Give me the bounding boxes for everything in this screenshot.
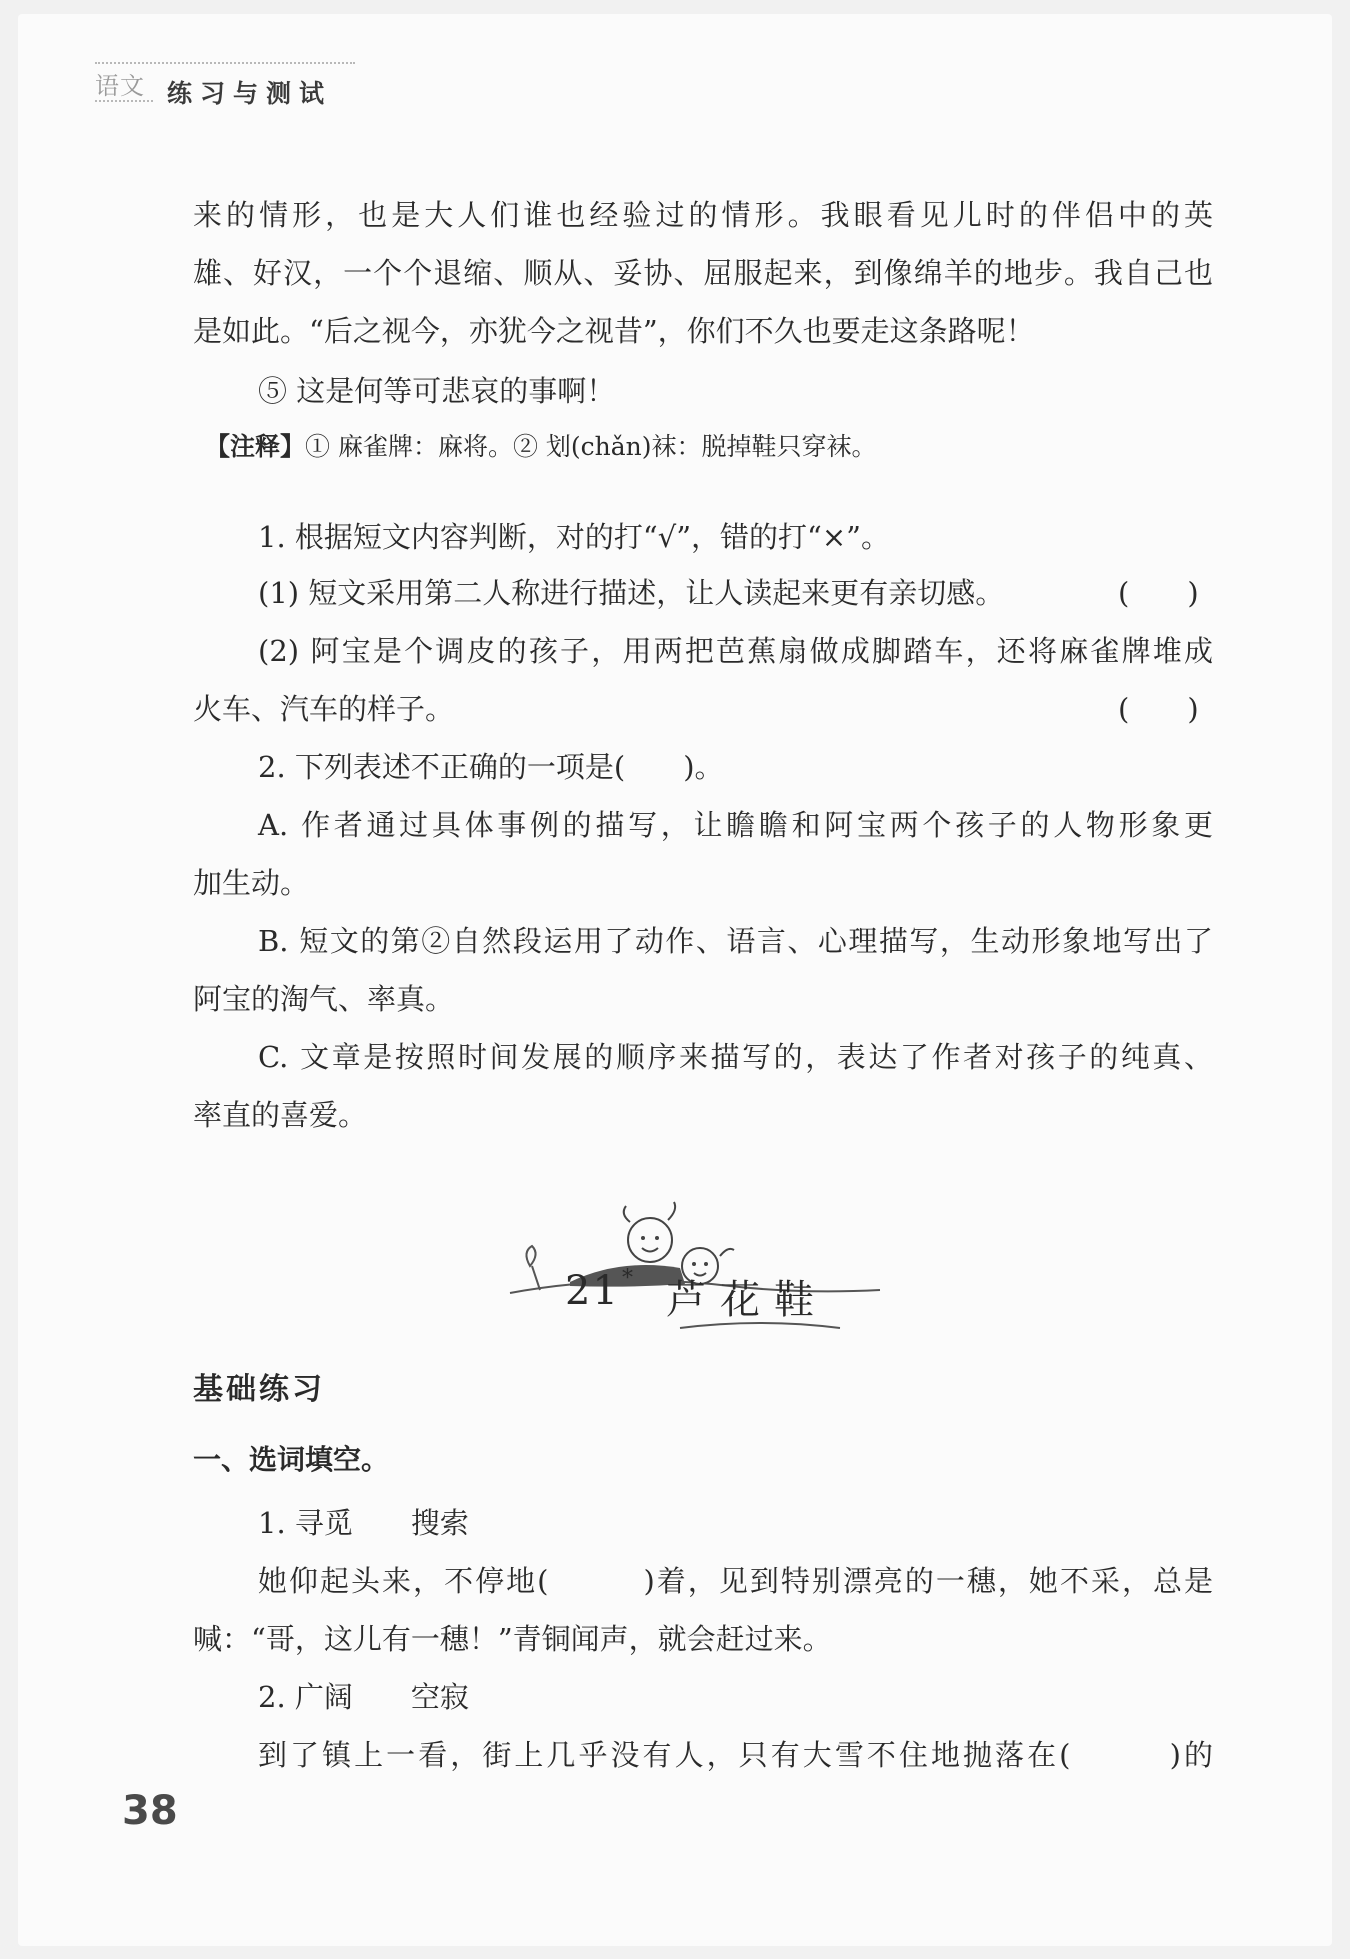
q1-stem: 1. 根据短文内容判断，对的打“√”，错的打“×”。: [258, 520, 890, 554]
passage-line-1: 来的情形，也是大人们谁也经验过的情形。我眼看见儿时的伴侣中的英: [193, 198, 1213, 232]
q2-option-c-line-1: C. 文章是按照时间发展的顺序来描写的，表达了作者对孩子的纯真、: [258, 1040, 1213, 1074]
q2-stem: 2. 下列表述不正确的一项是( )。: [258, 750, 724, 784]
q1-item-1: (1) 短文采用第二人称进行描述，让人读起来更有亲切感。: [258, 576, 1005, 610]
header-dotted-rule: [95, 62, 355, 64]
lesson-number: 21: [565, 1268, 620, 1314]
page-number: 38: [122, 1788, 178, 1834]
header-book-title: 练习与测试: [167, 79, 333, 108]
section-heading: 基础练习: [193, 1372, 325, 1407]
q2-option-b-line-2: 阿宝的淘气、率真。: [193, 982, 455, 1016]
lesson-title: 芦花鞋: [666, 1277, 828, 1323]
header-subject: 语文: [95, 72, 145, 100]
running-header: [95, 62, 355, 106]
passage-line-3: 是如此。“后之视今，亦犹今之视昔”，你们不久也要走这条路呢！: [193, 314, 1035, 348]
task-1-heading: 一、选词填空。: [193, 1443, 390, 1476]
footnote-label: 【注释】: [205, 432, 306, 461]
task-1-item-1-line-2: 喊：“哥，这儿有一穗！”青铜闻声，就会赶过来。: [193, 1622, 832, 1656]
task-1-item-1-line-1: 她仰起头来，不停地( )着，见到特别漂亮的一穗，她不采，总是: [258, 1564, 1213, 1598]
q2-option-b-line-1: B. 短文的第②自然段运用了动作、语言、心理描写，生动形象地写出了: [258, 924, 1213, 958]
passage-paragraph-5: ⑤ 这是何等可悲哀的事啊！: [258, 374, 616, 408]
q2-option-a-line-1: A. 作者通过具体事例的描写，让瞻瞻和阿宝两个孩子的人物形象更: [258, 808, 1213, 842]
task-1-item-2-line-1: 到了镇上一看，街上几乎没有人，只有大雪不住地抛落在( )的: [258, 1738, 1213, 1772]
footnote: [205, 418, 1225, 476]
q1-item-2-line-1: (2) 阿宝是个调皮的孩子，用两把芭蕉扇做成脚踏车，还将麻雀牌堆成: [258, 634, 1213, 668]
lesson-optional-mark: *: [622, 1266, 633, 1291]
q1-item-1-answer-bracket[interactable]: ( ): [1118, 576, 1199, 610]
task-1-item-1-words: 1. 寻觅 搜索: [258, 1506, 469, 1540]
q2-option-a-line-2: 加生动。: [193, 866, 310, 900]
q1-item-2-line-2: 火车、汽车的样子。: [193, 692, 455, 726]
q2-option-c-line-2: 率直的喜爱。: [193, 1098, 368, 1132]
footnote-text: ① 麻雀牌：麻将。② 划(chǎn)袜：脱掉鞋只穿袜。: [305, 432, 877, 461]
q1-item-2-answer-bracket[interactable]: ( ): [1118, 692, 1199, 726]
task-1-item-2-words: 2. 广阔 空寂: [258, 1680, 469, 1714]
passage-line-2: 雄、好汉，一个个退缩、顺从、妥协、屈服起来，到像绵羊的地步。我自己也: [193, 256, 1213, 290]
